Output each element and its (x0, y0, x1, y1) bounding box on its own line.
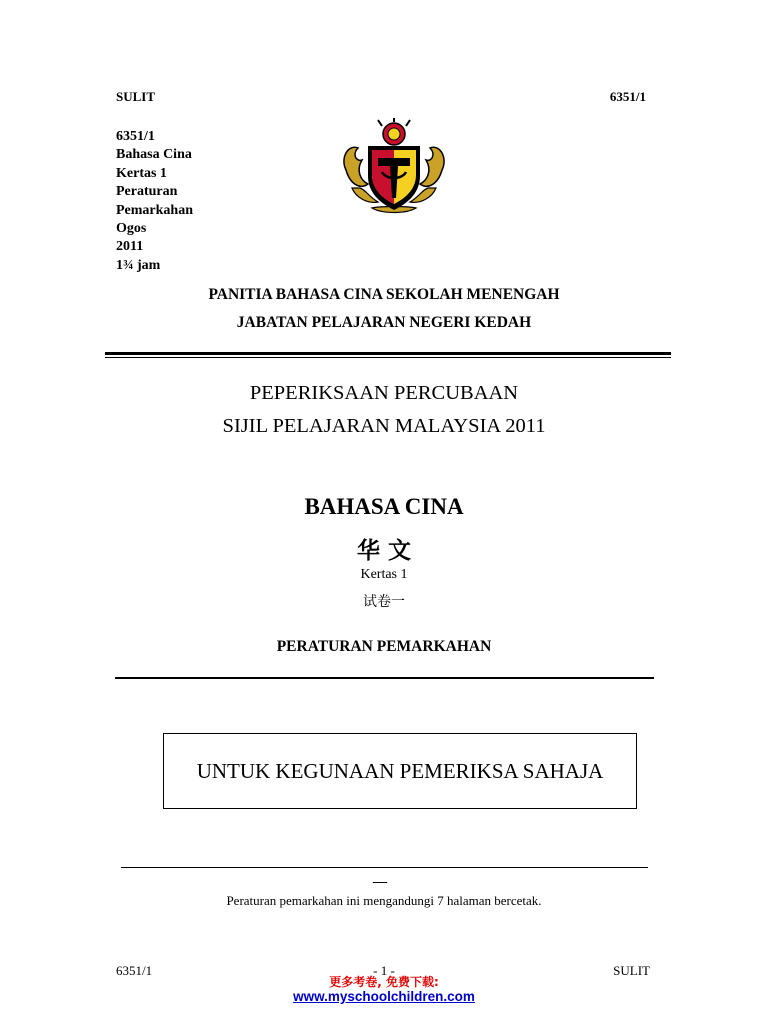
exam-title-2: SIJIL PELAJARAN MALAYSIA 2011 (222, 415, 546, 437)
page-count-note: Peraturan pemarkahan ini mengandungi 7 halaman bercetak. (226, 893, 542, 908)
crest-top (378, 118, 410, 145)
double-rule-top (105, 352, 671, 355)
paper-info (116, 128, 193, 275)
examiner-only-box (163, 733, 637, 809)
paper-number: Kertas 1 (360, 567, 408, 582)
paper-info-line: Pemarkahan (116, 202, 193, 218)
exam-title-1: PEPERIKSAAN PERCUBAAN (249, 382, 519, 404)
paper-info-line: Kertas 1 (116, 165, 167, 181)
footer-code: 6351/1 (116, 963, 153, 978)
examiner-only-label: UNTUK KEGUNAAN PEMERIKSA SAHAJA (196, 758, 604, 783)
header-code: 6351/1 (609, 89, 646, 104)
subject-title-cn: 华 文 (356, 538, 411, 564)
subject-title: BAHASA CINA (304, 494, 464, 519)
paper-info-line: Ogos (116, 221, 147, 237)
double-rule-bottom (105, 357, 671, 358)
paper-number-cn: 试卷一 (363, 594, 405, 610)
footer-promo-text: 更多考卷, 免费下载: (329, 975, 439, 989)
footer-page-number: - 1 - (373, 963, 395, 978)
organizer-line-1: PANITIA BAHASA CINA SEKOLAH MENENGAH (208, 286, 560, 303)
paper-info-line: 6351/1 (116, 129, 155, 144)
bottom-rule (121, 867, 648, 868)
footer-promo-link[interactable]: www.myschoolchildren.com (293, 989, 475, 1004)
crest-logo (338, 118, 450, 218)
footer-sulit: SULIT (613, 963, 650, 978)
paper-info-line: Bahasa Cina (116, 147, 192, 163)
organizer-line-2: JABATAN PELAJARAN NEGERI KEDAH (236, 314, 532, 331)
header-sulit: SULIT (116, 89, 156, 104)
paper-info-line: Peraturan (116, 184, 178, 200)
dash-mark: __ (373, 870, 387, 885)
paper-info-line: 2011 (116, 239, 144, 255)
doc-type-rule (115, 677, 654, 679)
paper-info-line: 1¾ jam (116, 257, 161, 273)
doc-type: PERATURAN PEMARKAHAN (276, 638, 492, 655)
